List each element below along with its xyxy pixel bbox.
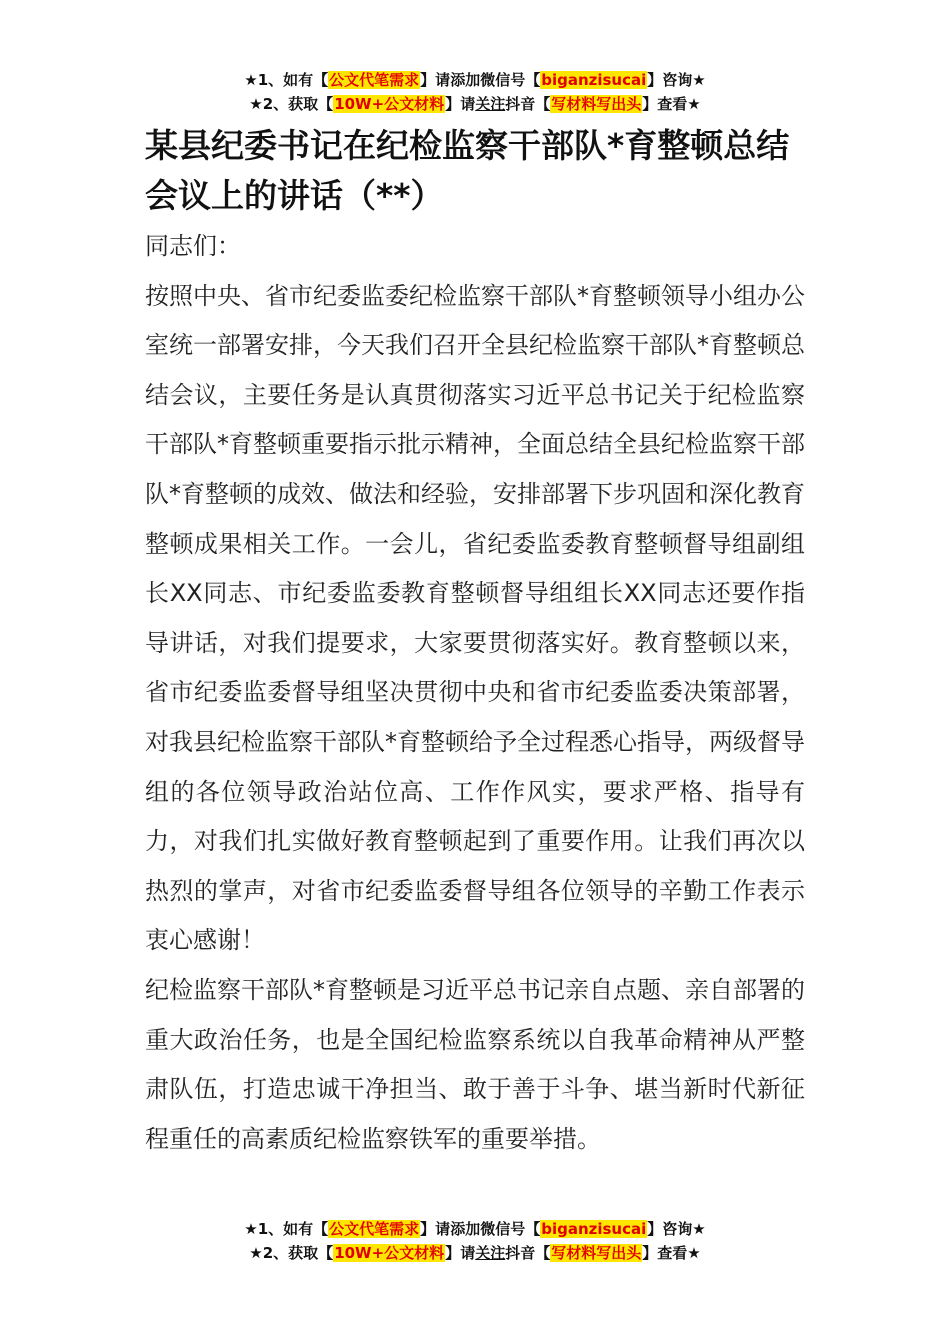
banner-highlight: 10W+公文材料 (334, 1244, 445, 1262)
banner-highlight: 写材料写出头 (551, 1244, 642, 1262)
banner-line-1 (0, 1217, 950, 1241)
banner-text: 】请 (445, 95, 476, 113)
banner-highlight: biganzisucai (541, 71, 647, 89)
banner-text: 抖音【 (505, 1244, 551, 1262)
banner-text: 】咨询★ (647, 71, 706, 89)
banner-emphasis: 添加 (450, 71, 481, 89)
banner-text: 微信号【 (480, 1220, 541, 1238)
banner-text: ★1、如有【 (244, 1220, 329, 1238)
banner-line-2 (0, 1241, 950, 1265)
document-body (145, 222, 805, 1164)
banner-text: 抖音【 (505, 95, 551, 113)
salutation: 同志们： (145, 232, 241, 260)
banner-text: 】请 (420, 1220, 451, 1238)
banner-highlight: 写材料写出头 (551, 95, 642, 113)
banner-emphasis: 添加 (450, 1220, 481, 1238)
banner-text: 】请 (420, 71, 451, 89)
banner-highlight: 公文代笔需求 (329, 71, 420, 89)
banner-text: ★1、如有【 (244, 71, 329, 89)
footer-banner (0, 1217, 950, 1265)
banner-text: 】请 (445, 1244, 476, 1262)
banner-text: ★2、获取【 (249, 95, 334, 113)
paragraph: 纪检监察干部队*育整顿是习近平总书记亲自点题、亲自部署的重大政治任务，也是全国纪检监察系统以自我革命精神从严整肃队伍，打造忠诚干净担当、敢于善于斗争、堪当新时代新征程重任的高素质纪检监察铁军的重要举措。 (145, 975, 805, 1153)
banner-text: 】查看★ (642, 95, 701, 113)
banner-emphasis: 关注 (475, 1244, 506, 1262)
header-banner (0, 68, 950, 116)
banner-highlight: 公文代笔需求 (329, 1220, 420, 1238)
banner-text: 】查看★ (642, 1244, 701, 1262)
banner-emphasis: 关注 (475, 95, 506, 113)
banner-text: 】咨询★ (647, 1220, 706, 1238)
banner-line-1 (0, 68, 950, 92)
banner-highlight: 10W+公文材料 (334, 95, 445, 113)
paragraph: 按照中央、省市纪委监委纪检监察干部队*育整顿领导小组办公室统一部署安排，今天我们召开全县纪检监察干部队*育整顿总结会议，主要任务是认真贯彻落实习近平总书记关于纪检监察干部队*育整顿重要指示批示精神，全面总结全县纪检监察干部队*育整顿的成效、做法和经验，安排部署下步巩固和深化教育整顿成果相关工作。一会儿，省纪委监委教育整顿督导组副组长XX同志、市纪委监委教育整顿督导组组长XX同志还要作指导讲话，对我们提要求，大家要贯彻落实好。教育整顿以来，省市纪委监委督导组坚决贯彻中央和省市纪委监委决策部署，对我县纪检监察干部队*育整顿给予全过程悉心指导，两级督导组的各位领导政治站位高、工作作风实，要求严格、指导有力，对我们扎实做好教育整顿起到了重要作用。让我们再次以热烈的掌声，对省市纪委监委督导组各位领导的辛勤工作表示衷心感谢！ (145, 281, 805, 955)
banner-text: ★2、获取【 (249, 1244, 334, 1262)
banner-text: 微信号【 (480, 71, 541, 89)
banner-line-2 (0, 92, 950, 116)
banner-highlight: biganzisucai (541, 1220, 647, 1238)
document-title: 某县纪委书记在纪检监察干部队*育整顿总结会议上的讲话（**） (145, 126, 790, 215)
